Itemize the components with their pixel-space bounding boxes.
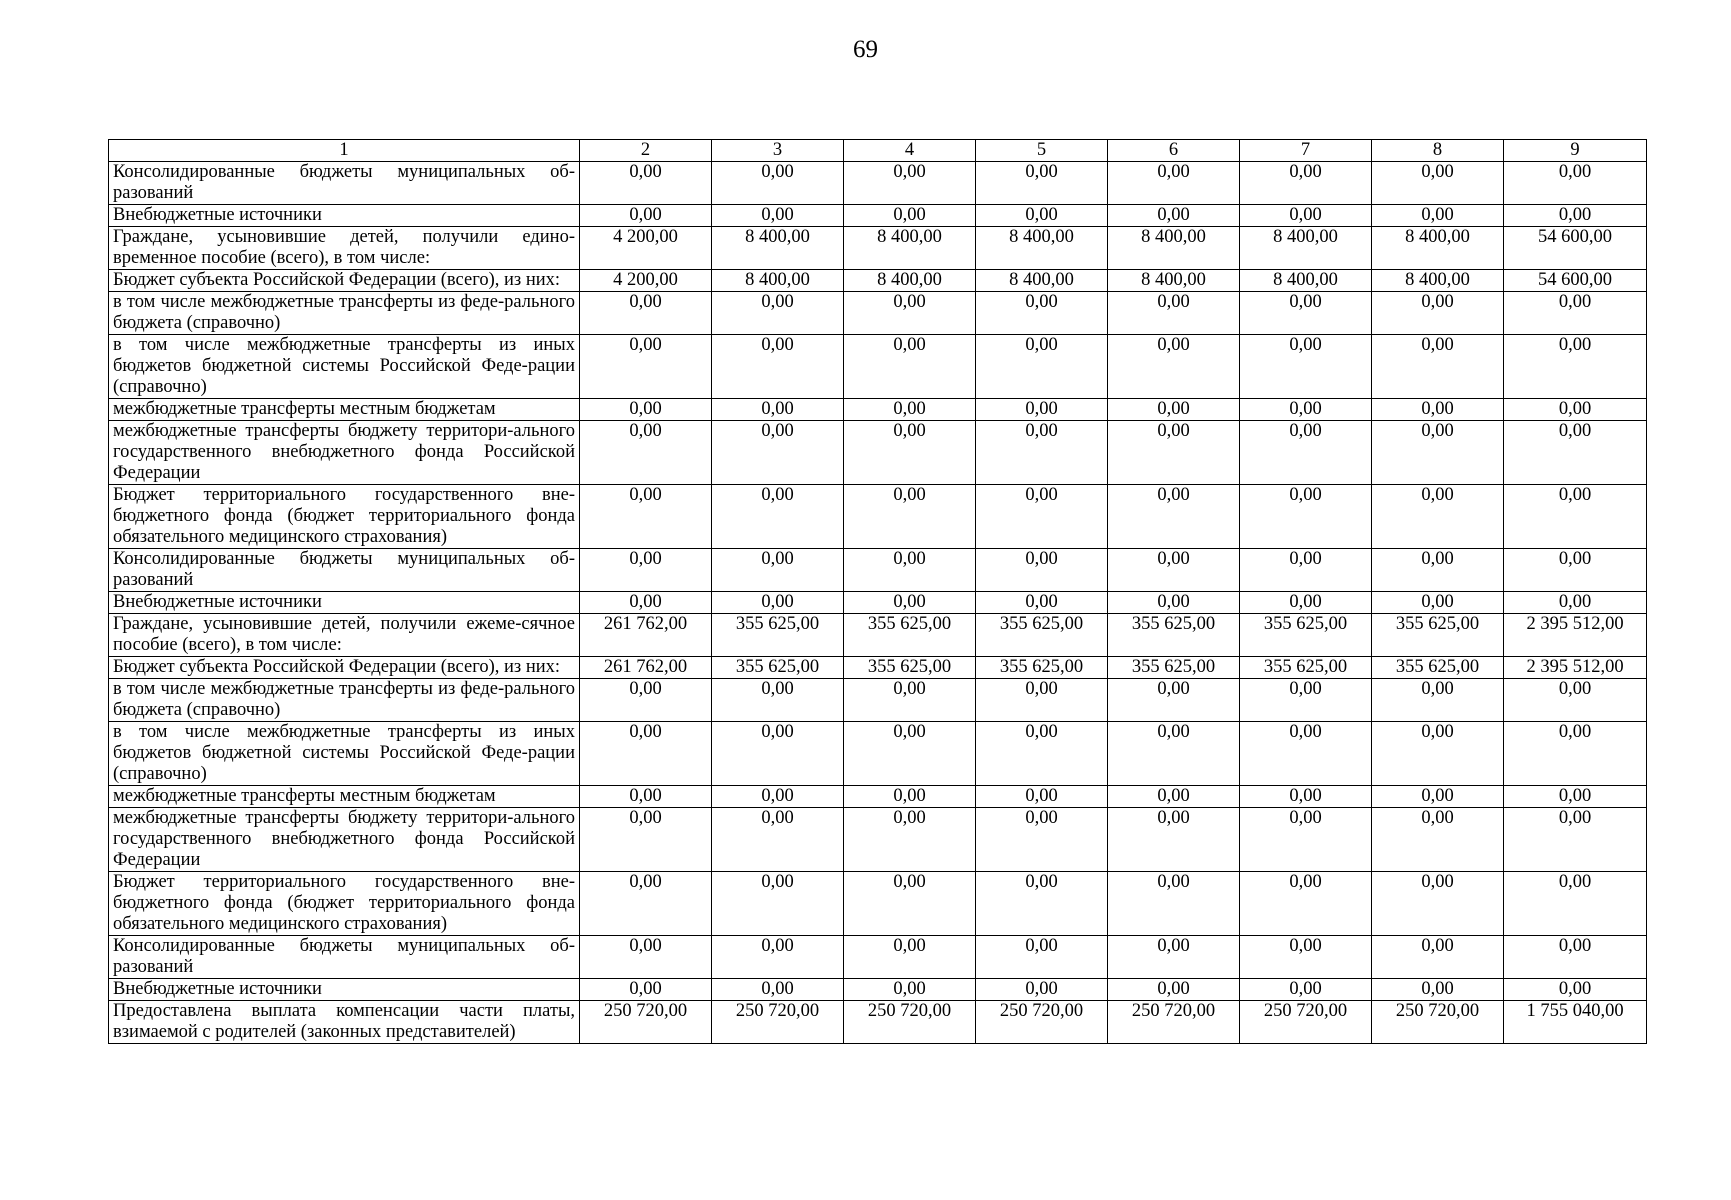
value-cell: 0,00 — [1240, 549, 1372, 592]
row-label: Бюджет субъекта Российской Федерации (всего), из них: — [109, 657, 580, 679]
value-cell: 0,00 — [580, 936, 712, 979]
value-cell: 0,00 — [712, 292, 844, 335]
column-header: 1 — [109, 140, 580, 162]
value-cell: 0,00 — [580, 335, 712, 399]
value-cell: 0,00 — [1504, 549, 1647, 592]
row-label: Граждане, усыновившие детей, получили едино-временное пособие (всего), в том числе: — [109, 227, 580, 270]
table-row — [109, 936, 1647, 979]
value-cell: 0,00 — [1240, 485, 1372, 549]
value-cell: 0,00 — [1504, 679, 1647, 722]
value-cell: 0,00 — [976, 592, 1108, 614]
value-cell: 250 720,00 — [1240, 1001, 1372, 1044]
value-cell: 8 400,00 — [844, 270, 976, 292]
table-row — [109, 1001, 1647, 1044]
value-cell: 8 400,00 — [1372, 270, 1504, 292]
value-cell: 8 400,00 — [1240, 227, 1372, 270]
value-cell: 0,00 — [976, 936, 1108, 979]
value-cell: 0,00 — [976, 485, 1108, 549]
row-label: Внебюджетные источники — [109, 205, 580, 227]
row-label: Бюджет субъекта Российской Федерации (всего), из них: — [109, 270, 580, 292]
value-cell: 0,00 — [580, 722, 712, 786]
value-cell: 0,00 — [844, 722, 976, 786]
value-cell: 8 400,00 — [1372, 227, 1504, 270]
value-cell: 0,00 — [844, 205, 976, 227]
value-cell: 0,00 — [976, 979, 1108, 1001]
table-row — [109, 292, 1647, 335]
value-cell: 0,00 — [1372, 786, 1504, 808]
value-cell: 355 625,00 — [1372, 657, 1504, 679]
value-cell: 0,00 — [976, 399, 1108, 421]
table-row — [109, 872, 1647, 936]
column-header: 7 — [1240, 140, 1372, 162]
value-cell: 355 625,00 — [712, 614, 844, 657]
row-label: в том числе межбюджетные трансферты из иных бюджетов бюджетной системы Российской Феде-рации (справочно) — [109, 335, 580, 399]
row-label: межбюджетные трансферты бюджету территори-ального государственного внебюджетного фонда Российской Федерации — [109, 808, 580, 872]
table-row — [109, 979, 1647, 1001]
value-cell: 0,00 — [1504, 786, 1647, 808]
value-cell: 0,00 — [1108, 592, 1240, 614]
value-cell: 0,00 — [1108, 808, 1240, 872]
value-cell: 0,00 — [1108, 421, 1240, 485]
value-cell: 0,00 — [580, 162, 712, 205]
table-row — [109, 786, 1647, 808]
value-cell: 4 200,00 — [580, 270, 712, 292]
column-header: 5 — [976, 140, 1108, 162]
value-cell: 0,00 — [712, 592, 844, 614]
header-row — [109, 140, 1647, 162]
value-cell: 0,00 — [844, 679, 976, 722]
value-cell: 0,00 — [1108, 399, 1240, 421]
value-cell: 0,00 — [712, 786, 844, 808]
value-cell: 0,00 — [712, 335, 844, 399]
row-label: Предоставлена выплата компенсации части платы, взимаемой с родителей (законных представителей) — [109, 1001, 580, 1044]
table-row — [109, 205, 1647, 227]
value-cell: 0,00 — [1504, 722, 1647, 786]
value-cell: 0,00 — [712, 979, 844, 1001]
value-cell: 0,00 — [1108, 722, 1240, 786]
value-cell: 0,00 — [712, 936, 844, 979]
value-cell: 0,00 — [1504, 872, 1647, 936]
value-cell: 261 762,00 — [580, 614, 712, 657]
value-cell: 261 762,00 — [580, 657, 712, 679]
table-row — [109, 657, 1647, 679]
value-cell: 8 400,00 — [844, 227, 976, 270]
table-row — [109, 270, 1647, 292]
row-label: Бюджет территориального государственного вне-бюджетного фонда (бюджет территориального фонда обязательного медицинского страхования) — [109, 872, 580, 936]
value-cell: 54 600,00 — [1504, 227, 1647, 270]
table-body — [109, 162, 1647, 1044]
value-cell: 0,00 — [712, 205, 844, 227]
row-label: Бюджет территориального государственного вне-бюджетного фонда (бюджет территориального фонда обязательного медицинского страхования) — [109, 485, 580, 549]
value-cell: 355 625,00 — [1108, 614, 1240, 657]
column-header: 4 — [844, 140, 976, 162]
value-cell: 2 395 512,00 — [1504, 614, 1647, 657]
value-cell: 0,00 — [1372, 399, 1504, 421]
value-cell: 0,00 — [1240, 162, 1372, 205]
value-cell: 355 625,00 — [1108, 657, 1240, 679]
value-cell: 0,00 — [1372, 722, 1504, 786]
value-cell: 8 400,00 — [712, 270, 844, 292]
value-cell: 8 400,00 — [1108, 227, 1240, 270]
value-cell: 250 720,00 — [1108, 1001, 1240, 1044]
value-cell: 0,00 — [1372, 205, 1504, 227]
value-cell: 0,00 — [1240, 936, 1372, 979]
value-cell: 1 755 040,00 — [1504, 1001, 1647, 1044]
value-cell: 0,00 — [1108, 205, 1240, 227]
value-cell: 0,00 — [976, 421, 1108, 485]
value-cell: 0,00 — [712, 485, 844, 549]
row-label: Граждане, усыновившие детей, получили ежеме-сячное пособие (всего), в том числе: — [109, 614, 580, 657]
value-cell: 0,00 — [1240, 808, 1372, 872]
value-cell: 0,00 — [844, 162, 976, 205]
value-cell: 0,00 — [1372, 162, 1504, 205]
value-cell: 0,00 — [1108, 679, 1240, 722]
value-cell: 0,00 — [1108, 485, 1240, 549]
value-cell: 0,00 — [844, 399, 976, 421]
value-cell: 0,00 — [1372, 936, 1504, 979]
value-cell: 0,00 — [1240, 786, 1372, 808]
value-cell: 8 400,00 — [1108, 270, 1240, 292]
table-row — [109, 679, 1647, 722]
table-row — [109, 399, 1647, 421]
value-cell: 0,00 — [1240, 592, 1372, 614]
value-cell: 0,00 — [844, 549, 976, 592]
table-row — [109, 722, 1647, 786]
value-cell: 0,00 — [844, 936, 976, 979]
value-cell: 8 400,00 — [712, 227, 844, 270]
value-cell: 0,00 — [580, 421, 712, 485]
value-cell: 250 720,00 — [580, 1001, 712, 1044]
value-cell: 0,00 — [1240, 872, 1372, 936]
row-label: в том числе межбюджетные трансферты из феде-рального бюджета (справочно) — [109, 292, 580, 335]
value-cell: 355 625,00 — [976, 657, 1108, 679]
row-label: Консолидированные бюджеты муниципальных об-разований — [109, 549, 580, 592]
value-cell: 355 625,00 — [1240, 657, 1372, 679]
value-cell: 0,00 — [1372, 292, 1504, 335]
value-cell: 0,00 — [976, 549, 1108, 592]
value-cell: 0,00 — [580, 292, 712, 335]
value-cell: 0,00 — [1372, 808, 1504, 872]
value-cell: 0,00 — [1108, 335, 1240, 399]
value-cell: 0,00 — [1372, 335, 1504, 399]
value-cell: 0,00 — [1372, 549, 1504, 592]
value-cell: 0,00 — [1240, 679, 1372, 722]
value-cell: 0,00 — [580, 872, 712, 936]
table-row — [109, 421, 1647, 485]
value-cell: 0,00 — [1504, 979, 1647, 1001]
column-header: 8 — [1372, 140, 1504, 162]
value-cell: 0,00 — [580, 399, 712, 421]
value-cell: 8 400,00 — [1240, 270, 1372, 292]
value-cell: 355 625,00 — [1240, 614, 1372, 657]
value-cell: 0,00 — [976, 722, 1108, 786]
value-cell: 54 600,00 — [1504, 270, 1647, 292]
value-cell: 0,00 — [1504, 936, 1647, 979]
value-cell: 2 395 512,00 — [1504, 657, 1647, 679]
value-cell: 0,00 — [1240, 421, 1372, 485]
value-cell: 0,00 — [844, 786, 976, 808]
value-cell: 0,00 — [1240, 399, 1372, 421]
value-cell: 8 400,00 — [976, 227, 1108, 270]
value-cell: 0,00 — [712, 679, 844, 722]
table-row — [109, 592, 1647, 614]
value-cell: 0,00 — [712, 872, 844, 936]
value-cell: 0,00 — [712, 549, 844, 592]
value-cell: 0,00 — [844, 592, 976, 614]
value-cell: 0,00 — [1504, 485, 1647, 549]
table-row — [109, 614, 1647, 657]
table-row — [109, 227, 1647, 270]
value-cell: 355 625,00 — [844, 614, 976, 657]
table-row — [109, 808, 1647, 872]
value-cell: 0,00 — [1108, 872, 1240, 936]
value-cell: 0,00 — [1372, 485, 1504, 549]
value-cell: 0,00 — [580, 979, 712, 1001]
value-cell: 0,00 — [1372, 679, 1504, 722]
value-cell: 0,00 — [580, 592, 712, 614]
column-header: 9 — [1504, 140, 1647, 162]
row-label: межбюджетные трансферты местным бюджетам — [109, 786, 580, 808]
column-header: 2 — [580, 140, 712, 162]
value-cell: 0,00 — [1372, 592, 1504, 614]
value-cell: 0,00 — [976, 786, 1108, 808]
value-cell: 0,00 — [1240, 205, 1372, 227]
row-label: Консолидированные бюджеты муниципальных об-разований — [109, 936, 580, 979]
value-cell: 0,00 — [1372, 421, 1504, 485]
table-row — [109, 549, 1647, 592]
table-row — [109, 335, 1647, 399]
value-cell: 4 200,00 — [580, 227, 712, 270]
value-cell: 0,00 — [976, 205, 1108, 227]
value-cell: 0,00 — [1372, 979, 1504, 1001]
value-cell: 0,00 — [712, 162, 844, 205]
value-cell: 0,00 — [580, 485, 712, 549]
value-cell: 0,00 — [580, 679, 712, 722]
value-cell: 0,00 — [1504, 335, 1647, 399]
value-cell: 0,00 — [844, 335, 976, 399]
value-cell: 0,00 — [976, 162, 1108, 205]
row-label: межбюджетные трансферты бюджету территори-ального государственного внебюджетного фонда Российской Федерации — [109, 421, 580, 485]
value-cell: 0,00 — [1240, 292, 1372, 335]
column-header: 3 — [712, 140, 844, 162]
value-cell: 0,00 — [580, 205, 712, 227]
value-cell: 0,00 — [844, 485, 976, 549]
table-header — [109, 140, 1647, 162]
value-cell: 250 720,00 — [712, 1001, 844, 1044]
value-cell: 250 720,00 — [1372, 1001, 1504, 1044]
column-header: 6 — [1108, 140, 1240, 162]
value-cell: 0,00 — [580, 549, 712, 592]
value-cell: 0,00 — [1240, 979, 1372, 1001]
value-cell: 0,00 — [1108, 979, 1240, 1001]
value-cell: 0,00 — [1108, 292, 1240, 335]
value-cell: 0,00 — [712, 421, 844, 485]
table-row — [109, 162, 1647, 205]
value-cell: 0,00 — [844, 808, 976, 872]
value-cell: 0,00 — [844, 979, 976, 1001]
value-cell: 0,00 — [1240, 335, 1372, 399]
value-cell: 250 720,00 — [976, 1001, 1108, 1044]
value-cell: 0,00 — [1504, 808, 1647, 872]
value-cell: 0,00 — [1108, 786, 1240, 808]
row-label: в том числе межбюджетные трансферты из иных бюджетов бюджетной системы Российской Феде-рации (справочно) — [109, 722, 580, 786]
value-cell: 0,00 — [1372, 872, 1504, 936]
value-cell: 0,00 — [712, 808, 844, 872]
row-label: Консолидированные бюджеты муниципальных об-разований — [109, 162, 580, 205]
value-cell: 0,00 — [976, 808, 1108, 872]
value-cell: 355 625,00 — [844, 657, 976, 679]
value-cell: 8 400,00 — [976, 270, 1108, 292]
value-cell: 0,00 — [580, 808, 712, 872]
value-cell: 0,00 — [844, 421, 976, 485]
value-cell: 250 720,00 — [844, 1001, 976, 1044]
row-label: в том числе межбюджетные трансферты из феде-рального бюджета (справочно) — [109, 679, 580, 722]
value-cell: 0,00 — [1504, 292, 1647, 335]
value-cell: 0,00 — [844, 872, 976, 936]
value-cell: 0,00 — [1108, 936, 1240, 979]
value-cell: 0,00 — [1108, 162, 1240, 205]
value-cell: 355 625,00 — [976, 614, 1108, 657]
value-cell: 0,00 — [1504, 421, 1647, 485]
value-cell: 0,00 — [1504, 205, 1647, 227]
value-cell: 0,00 — [580, 786, 712, 808]
value-cell: 0,00 — [1108, 549, 1240, 592]
value-cell: 0,00 — [976, 679, 1108, 722]
value-cell: 0,00 — [712, 399, 844, 421]
value-cell: 0,00 — [976, 872, 1108, 936]
value-cell: 0,00 — [844, 292, 976, 335]
value-cell: 0,00 — [976, 335, 1108, 399]
value-cell: 0,00 — [1504, 399, 1647, 421]
table-row — [109, 485, 1647, 549]
row-label: Внебюджетные источники — [109, 592, 580, 614]
value-cell: 355 625,00 — [712, 657, 844, 679]
page-number: 69 — [853, 36, 878, 63]
value-cell: 0,00 — [1504, 592, 1647, 614]
row-label: межбюджетные трансферты местным бюджетам — [109, 399, 580, 421]
value-cell: 0,00 — [1240, 722, 1372, 786]
value-cell: 0,00 — [976, 292, 1108, 335]
value-cell: 355 625,00 — [1372, 614, 1504, 657]
value-cell: 0,00 — [1504, 162, 1647, 205]
value-cell: 0,00 — [712, 722, 844, 786]
row-label: Внебюджетные источники — [109, 979, 580, 1001]
budget-table — [108, 139, 1647, 1044]
